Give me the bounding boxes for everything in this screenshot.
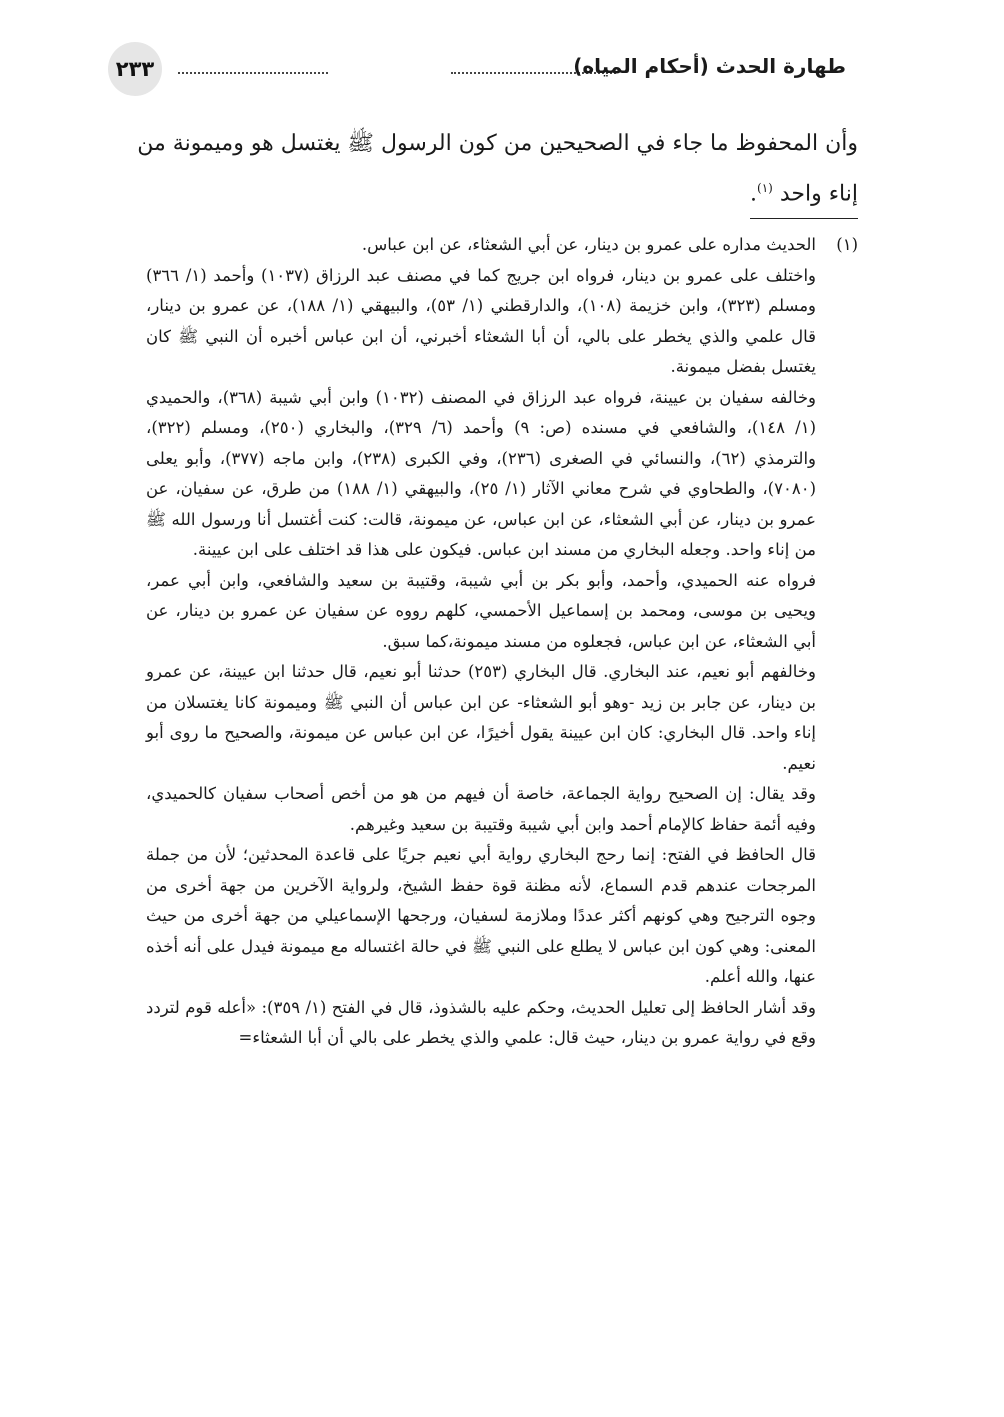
footnote-paragraph: فرواه عنه الحميدي، وأحمد، وأبو بكر بن أبي شيبة، وقتيبة بن سعيد والشافعي، وابن أبي عمر، ويحيى بن موسى، ومحمد بن إسماعيل الأحمسي، كلهم رووه عن سفيان عن عمرو بن دينار، عن أبي الشعثاء، عن ابن عباس، فجعلوه من مسند ميمونة،كما سبق.: [146, 570, 816, 651]
main-text-end: .: [750, 181, 757, 207]
footnote-paragraph: واختلف على عمرو بن دينار، فرواه ابن جريج كما في مصنف عبد الرزاق (١٠٣٧) وأحمد (١/ ٣٦٦) ومسلم (٣٢٣)، وابن خزيمة (١٠٨)، والدارقطني (١/ ٥٣)، والبيهقي (١/ ١٨٨)، عن عمرو بن دينار، قال علمي والذي يخطر على بالي، أن أبا الشعثاء أخبرني، أن ابن عباس أخبره أن النبي ﷺ كان يغتسل بفضل ميمونة.: [146, 265, 817, 376]
footnotes-section: [146, 230, 858, 1054]
main-text-line2: إناء واحد: [779, 181, 858, 207]
footnote-paragraph: قال الحافظ في الفتح: إنما رحج البخاري رواية أبي نعيم جريًا على قاعدة المحدثين؛ لأن من جملة المرجحات عندهم قدم السماع، لأنه مظنة قوة حفظ الشيخ، ولرواية الآخرين من جهة أخرى من وجوه الترجيح وهي كونهم أكثر عددًا وملازمة لسفيان، ورجحها الإسماعيلي من جهة أخرى من حيث المعنى: وهي كون ابن عباس لا يطلع على النبي ﷺ في حالة اغتساله مع ميمونة فيدل على أنه أخذه عنها، والله أعلم.: [146, 845, 816, 986]
page-header: [108, 42, 856, 98]
page-number: ٢٣٣: [108, 42, 162, 96]
main-text-line1: وأن المحفوظ ما جاء في الصحيحين من كون الرسول ﷺ يغتسل هو وميمونة من: [137, 131, 858, 156]
footnote-paragraph: الحديث مداره على عمرو بن دينار، عن أبي الشعثاء، عن ابن عباس.: [361, 235, 816, 254]
footnote-paragraph: وخالفه سفيان بن عيينة، فرواه عبد الرزاق في المصنف (١٠٣٢) وابن أبي شيبة (٣٦٨)، والحميدي (١/ ١٤٨)، والشافعي في مسنده (ص: ٩) وأحمد (٦/ ٣٢٩)، والبخاري (٢٥٠)، ومسلم (٣٢٢)، والترمذي (٦٢)، والنسائي في الصغرى (٢٣٦)، وفي الكبرى (٢٣٨)، وابن ماجه (٣٧٧)، وأبو يعلى (٧٠٨٠)، والطحاوي في شرح معاني الآثار (١/ ٢٥)، والبيهقي (١/ ١٨٨) من طرق، عن سفيان، عن عمرو بن دينار، عن أبي الشعثاء، عن ابن عباس، عن ميمونة، قالت: كنت أغتسل أنا ورسول الله ﷺ من إناء واحد. وجعله البخاري من مسند ابن عباس. فيكون على هذا قد اختلف على ابن عيينة.: [146, 387, 817, 559]
main-body-text: [113, 122, 858, 219]
header-dotted-rule-left: [178, 72, 328, 74]
footnote-body: [146, 230, 816, 1054]
running-title: طهارة الحدث (أحكام المياه): [573, 54, 846, 78]
footnote-paragraph: وقد أشار الحافظ إلى تعليل الحديث، وحكم عليه بالشذوذ، قال في الفتح (١/ ٣٥٩): «أعله قوم لتردد وقع في رواية عمرو بن دينار، حيث قال: علمي والذي يخطر على بالي أن أبا الشعثاء=: [146, 997, 816, 1047]
main-text-line2-wrapper: [750, 166, 858, 219]
footnote-number: (١): [836, 235, 858, 254]
footnote-reference[interactable]: (١): [757, 181, 773, 195]
footnote-paragraph: وخالفهم أبو نعيم، عند البخاري. قال البخاري (٢٥٣) حدثنا أبو نعيم، قال حدثنا ابن عيينة، عن عمرو بن دينار، عن جابر بن زيد -وهو أبو الشعثاء- عن ابن عباس أن النبي ﷺ وميمونة كانا يغتسلان من إناء واحد. قال البخاري: كان ابن عيينة يقول أخيرًا، عن ابن عباس عن ميمونة، والصحيح ما روى أبو نعيم.: [146, 662, 816, 773]
footnote-paragraph: وقد يقال: إن الصحيح رواية الجماعة، خاصة أن فيهم من هو من أخص أصحاب سفيان كالحميدي، وفيه أئمة حفاظ كالإمام أحمد وابن أبي شيبة وقتيبة بن سعيد وغيرهم.: [146, 784, 816, 834]
